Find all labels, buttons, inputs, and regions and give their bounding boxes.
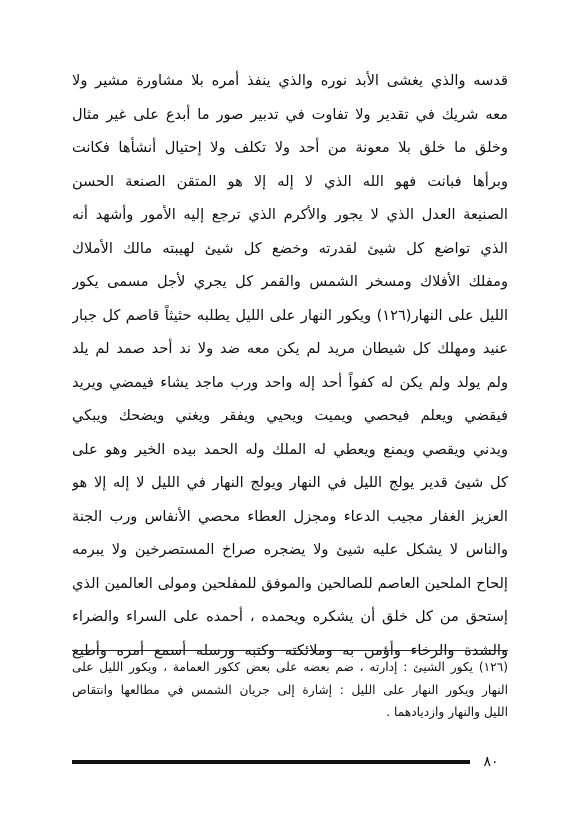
- page-footer: [72, 752, 508, 772]
- text-line: ومفلك الأفلاك ومسخر الشمس والقمر كل يجري لأجل مسمى يكور: [72, 273, 508, 290]
- text-line: ويدني ويقصي ويمنع ويعطي له الملك وله الحمد بيده الخير وهو على: [72, 440, 508, 458]
- footer-rule: [72, 760, 470, 764]
- text-line: والشدة والرخاء وأؤمن به وملائكته وكتبه ورسله أسمع أمره وأطيع: [72, 641, 508, 659]
- footnotes-block: [72, 656, 508, 724]
- text-line: ولم يولد ولم يكن له كفواً أحد إله واحد ورب ماجد يشاء فيمضي ويريد: [72, 373, 508, 391]
- text-line: وبرأها فبانت فهو الله الذي لا إله إلا هو المتقن الصنعة الحسن: [72, 172, 508, 190]
- text-line: قدسه والذي يغشى الأبد نوره والذي ينفذ أمره بلا مشاورة مشير ولا: [72, 72, 508, 89]
- text-line: وخلق ما خلق بلا معونة من أحد ولا تكلف ولا إحتيال أنشأها فكانت: [72, 139, 508, 156]
- text-line: الليل على النهار(١٢٦) ويكور النهار على الليل يطلبه حثيثاً قاصم كل جبار: [72, 306, 508, 324]
- text-line: إلحاح الملحين العاصم للصالحين والموفق للمفلحين ومولى العالمين الذي: [72, 574, 508, 592]
- footnote-line: (١٢٦) يكور الشيئ : إدارته ، ضم بعضه على بعض ككور العمامة ، ويكور الليل على: [72, 660, 508, 674]
- text-line: فيقضي ويعلم فيحصي ويميت ويحيي ويفقر ويغني ويضحك ويبكي: [72, 407, 508, 424]
- text-line: إستحق من كل خلق أن يشكره ويحمده ، أحمده على السراء والضراء: [72, 608, 508, 625]
- text-line: معه شريك في تقدير ولا تفاوت في تدبير صور ما أبدع على غير مثال: [72, 105, 508, 123]
- main-text-block: [72, 64, 508, 667]
- text-line: العزيز الغفار مجيب الدعاء ومجزل العطاء محصي الأنفاس ورب الجنة: [72, 507, 508, 525]
- text-line: كل شيئ قدير يولج الليل في النهار ويولج النهار في الليل لا إله إلا هو: [72, 474, 508, 491]
- footnote-line: الليل والنهار وازديادهما .: [386, 705, 508, 719]
- footnote-line: النهار ويكور النهار على الليل : إشارة إلى جريان الشمس في مطالعها وانتقاص: [72, 682, 508, 697]
- text-line: والناس لا يشكل عليه شيئ ولا يضجره صراخ المستصرخين ولا يبرمه: [72, 541, 508, 558]
- text-line: الصنيعة العدل الذي لا يجور والأكرم الذي ترجع إليه الأمور وأشهد أنه: [72, 206, 508, 223]
- page-number: ٨٠: [483, 754, 499, 770]
- text-line: الذي تواضع كل شيئ لقدرته وخضع كل شيئ لهيبته مالك الأملاك: [72, 239, 508, 257]
- text-line: عنيد ومهلك كل شيطان مريد لم يكن معه ضد ولا ند أحد صمد لم يلد: [72, 340, 508, 357]
- footnote-separator: [72, 650, 508, 651]
